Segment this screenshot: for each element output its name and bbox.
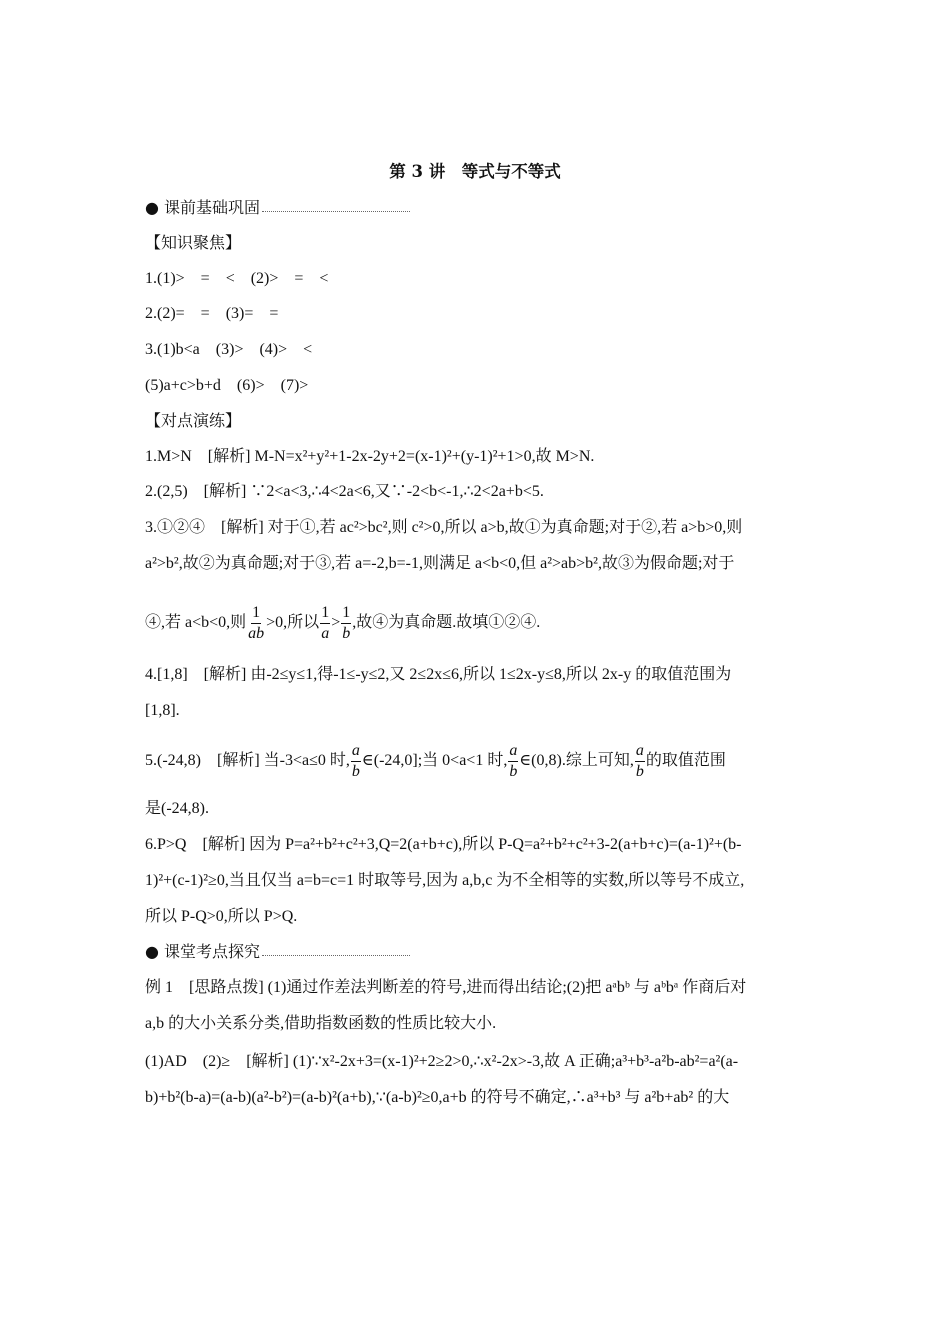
section-label: ● 课堂考点探究 <box>145 942 261 961</box>
problem-1: 1.M>N [解析] M-N=x²+y²+1-2x-2y+2=(x-1)²+(y-1)²+1>0,故 M>N. <box>145 448 595 465</box>
answer-line-2: 2.(2)= = (3)= = <box>145 305 279 322</box>
problem-6-line-c: 所以 P-Q>0,所以 P>Q. <box>145 908 298 925</box>
fraction-a-over-b: $\frac{a}{b}$ <box>351 742 360 780</box>
problem-6-line-b: 1)²+(c-1)²≥0,当且仅当 a=b=c=1 时取等号,因为 a,b,c 为不全相等的实数,所以等号不成立, <box>145 872 745 889</box>
dotted-leader <box>262 211 410 212</box>
subheading-practice: 【对点演练】 <box>145 411 242 430</box>
problem-6-line-a: 6.P>Q [解析] 因为 P=a²+b²+c²+3,Q=2(a+b+c),所以 P-Q=a²+b²+c²+3-2(a+b+c)=(a-1)²+(b- <box>145 836 742 853</box>
fraction-1-over-ab: $\frac{1}{ab}$ <box>248 604 265 642</box>
section-heading-pre-class <box>145 197 810 219</box>
subheading-knowledge: 【知识聚焦】 <box>145 233 242 252</box>
problem-3-line-a: 3.①②④ [解析] 对于①,若 ac²>bc²,则 c²>0,所以 a>b,故①为真命题;对于②,若 a>b>0,则 <box>145 519 743 536</box>
problem-2: 2.(2,5) [解析] ∵2<a<3,∴4<2a<6,又∵-2<b<-1,∴2<2a+b<5. <box>145 483 544 500</box>
example-1-line-b: a,b 的大小关系分类,借助指数函数的性质比较大小. <box>145 1015 497 1032</box>
fraction-a-over-b: $\frac{a}{b}$ <box>509 742 518 780</box>
example-1-line-a: 例 1 [思路点拨] (1)通过作差法判断差的符号,进而得出结论;(2)把 aᵃbᵇ 与 aᵇbᵃ 作商后对 <box>145 979 747 996</box>
example-1-solution-line-b: b)+b²(b-a)=(a-b)(a²-b²)=(a-b)²(a+b),∵(a-b)²≥0,a+b 的符号不确定,∴a³+b³ 与 a²b+ab² 的大 <box>145 1089 730 1106</box>
example-1-solution-line-a: (1)AD (2)≥ [解析] (1)∵x²-2x+3=(x-1)²+2≥2>0,∴x²-2x>-3,故 A 正确;a³+b³-a²b-ab²=a²(a- <box>145 1053 739 1070</box>
fraction-1-over-a: $\frac{1}{a}$ <box>321 604 330 642</box>
page-title: 第 3 讲 等式与不等式 <box>389 162 561 181</box>
fraction-1-over-b: $\frac{1}{b}$ <box>342 604 351 642</box>
section-heading-in-class <box>145 941 810 963</box>
fraction-a-over-b: $\frac{a}{b}$ <box>635 742 644 780</box>
problem-5-line-a: 5.(-24,8) [解析] 当-3<a≤0 时, $\frac{a}{b}$ ∈(-24,0];当 0<a<1 时, $\frac{a}{b}$ ∈(0,8).综上可知, $\frac{a}{b}$ 的取值范围 <box>145 742 726 780</box>
answer-line-3: 3.(1)b<a (3)> (4)> < <box>145 341 313 358</box>
dotted-leader <box>262 955 410 956</box>
section-label: ● 课前基础巩固 <box>145 198 261 217</box>
problem-5-line-b: 是(-24,8). <box>145 800 209 817</box>
problem-4-line-b: [1,8]. <box>145 702 180 719</box>
problem-3-line-b: a²>b²,故②为真命题;对于③,若 a=-2,b=-1,则满足 a<b<0,但 a²>ab>b²,故③为假命题;对于 <box>145 555 735 572</box>
answer-line-4: (5)a+c>b+d (6)> (7)> <box>145 377 309 394</box>
answer-line-1: 1.(1)> = < (2)> = < <box>145 270 329 287</box>
problem-4-line-a: 4.[1,8] [解析] 由-2≤y≤1,得-1≤-y≤2,又 2≤2x≤6,所以 1≤2x-y≤8,所以 2x-y 的取值范围为 <box>145 666 732 683</box>
problem-3-line-c: ④,若 a<b<0,则 $\frac{1}{ab}$ >0,所以 $\frac{1}{a}$ > $\frac{1}{b}$ ,故④为真命题.故填①②④. <box>145 604 541 642</box>
